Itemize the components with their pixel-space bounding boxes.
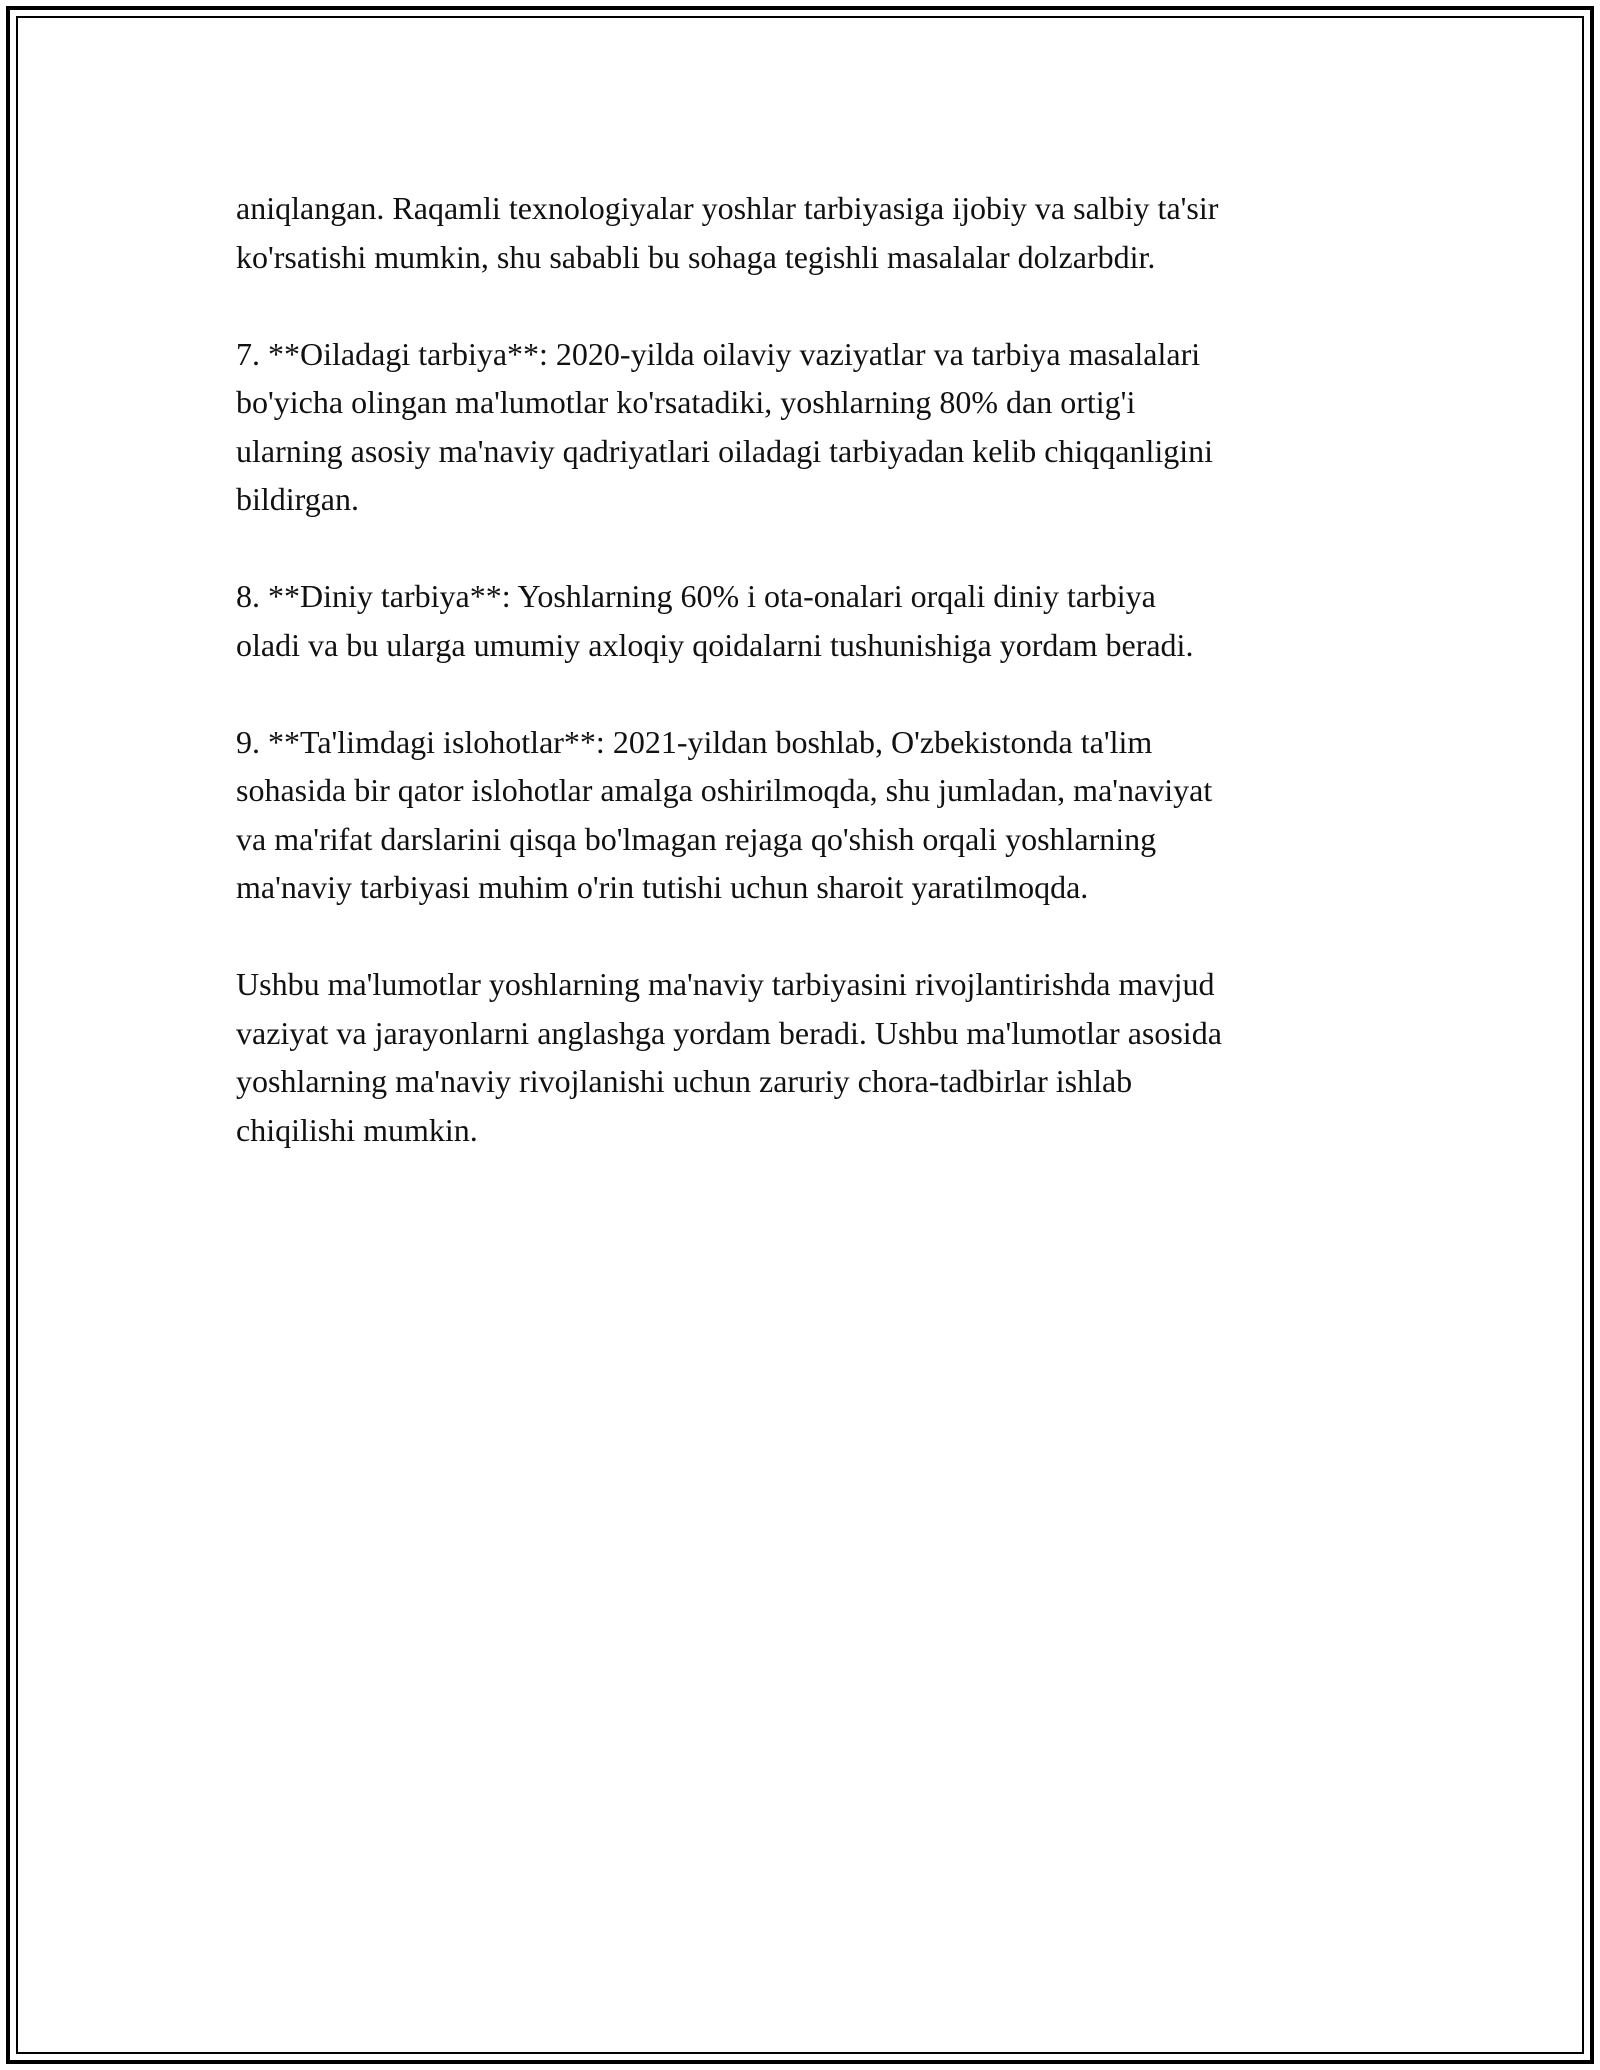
paragraph-continuation: aniqlangan. Raqamli texnologiyalar yoshlar tarbiyasiga ijobiy va salbiy ta'sir ko'rsatishi mumkin, shu sababli bu sohaga tegishli masalalar dolzarbdir. [236, 190, 1219, 275]
paragraph-item-9: 9. **Ta'limdagi islohotlar**: 2021-yildan boshlab, O'zbekistonda ta'lim sohasida bir qator islohotlar amalga oshirilmoqda, shu jumladan, ma'naviyat va ma'rifat darslarini qisqa bo'lmagan rejaga qo'shish orqali yoshlarning ma'naviy tarbiyasi muhim o'rin tutishi uchun sharoit yaratilmoqda. [236, 723, 1213, 905]
paragraph-item-8: 8. **Diniy tarbiya**: Yoshlarning 60% i ota-onalari orqali diniy tarbiya oladi va bu ularga umumiy axloqiy qoidalarni tushunishiga yordam beradi. [236, 578, 1194, 663]
paragraph-item-7: 7. **Oiladagi tarbiya**: 2020-yilda oilaviy vaziyatlar va tarbiya masalalari bo'yicha olingan ma'lumotlar ko'rsatadiki, yoshlarning 80% dan ortig'i ularning asosiy ma'naviy qadriyatlari oiladagi tarbiyadan kelib chiqqanligini bildirgan. [236, 335, 1214, 517]
paragraph-conclusion: Ushbu ma'lumotlar yoshlarning ma'naviy tarbiyasini rivojlantirishda mavjud vaziyat va jarayonlarni anglashga yordam beradi. Ushbu ma'lumotlar asosida yoshlarning ma'naviy rivojlanishi uchun zaruriy chora-tadbirlar ishlab chiqilishi mumkin. [236, 966, 1222, 1148]
document-body [236, 184, 1386, 1203]
